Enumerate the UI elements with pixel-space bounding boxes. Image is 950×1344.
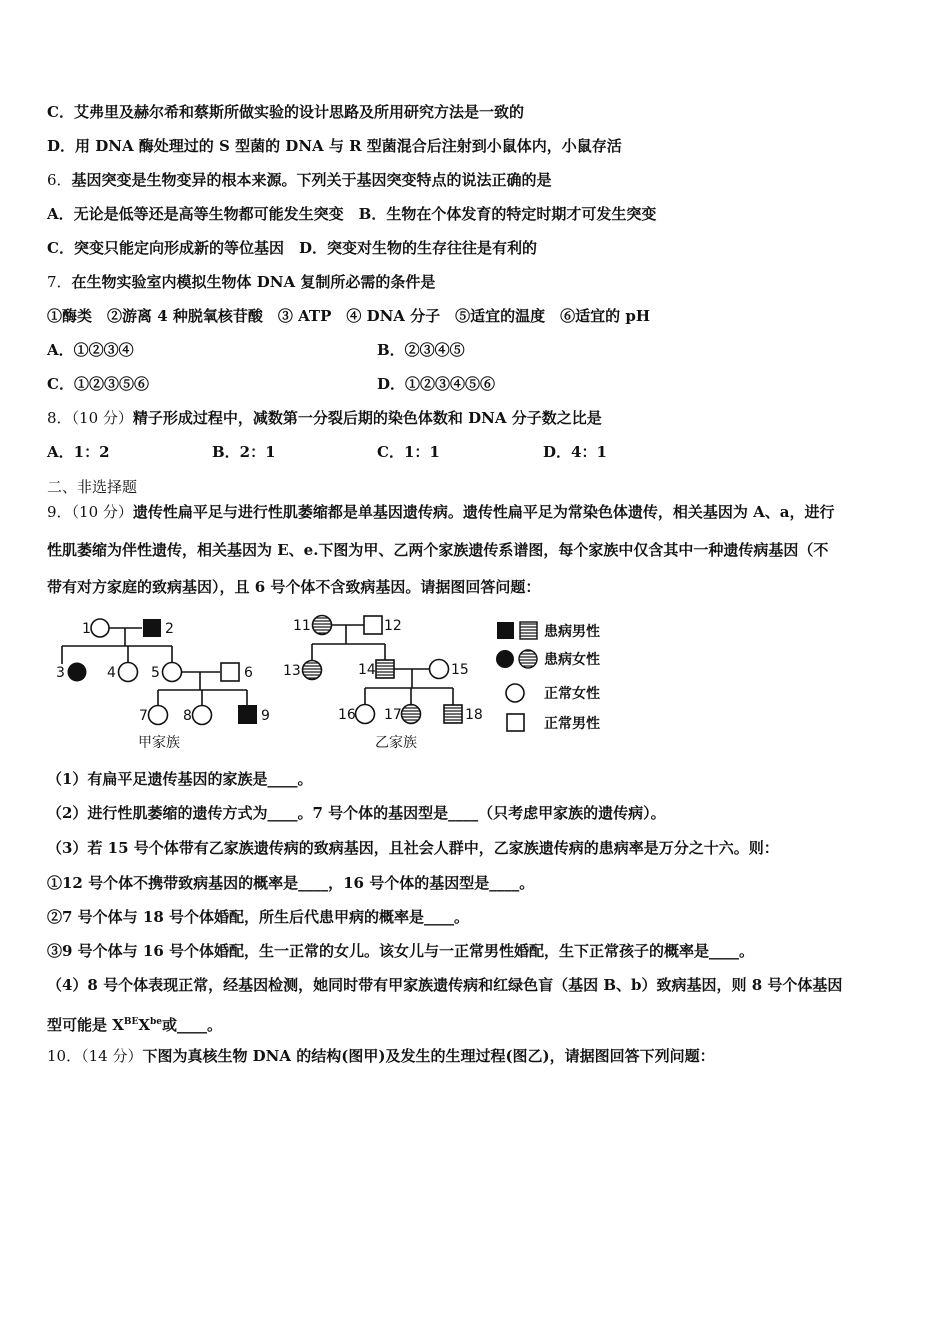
legend-affected-male-solid — [497, 622, 514, 639]
individual-18 — [444, 705, 462, 723]
q10-number: 10．（14 分） — [47, 1047, 143, 1065]
q5-option-d: D．用 DNA 酶处理过的 S 型菌的 DNA 与 R 型菌混合后注射到小鼠体内，小鼠存活 — [47, 137, 622, 155]
individual-4 — [119, 663, 138, 682]
q8-option-a: A．1：2 — [47, 443, 110, 461]
q9-part4: （4）8 号个体表现正常，经基因检测，她同时带有甲家族遗传病和红绿色盲（基因 B、b）致病基因，则 8 号个体基因 — [47, 976, 843, 994]
legend-affected-male-striped — [520, 622, 537, 639]
q10-text: 下图为真核生物 DNA 的结构(图甲)及发生的生理过程(图乙)，请据图回答下列问题： — [142, 1047, 715, 1065]
individual-16 — [356, 705, 375, 724]
individual-12 — [364, 616, 382, 634]
legend-affected-female-solid — [496, 650, 514, 668]
legend-affected-female: 患病女性 — [544, 652, 600, 668]
q8-option-b: B．2：1 — [212, 443, 276, 461]
label-18: 18 — [465, 707, 483, 723]
individual-15 — [430, 660, 449, 679]
q8-option-d: D．4：1 — [543, 443, 607, 461]
q6-text: 基因突变是生物变异的根本来源。下列关于基因突变特点的说法正确的是 — [71, 171, 552, 189]
q8-option-c: C．1：1 — [377, 443, 440, 461]
q9-part3-1: ①12 号个体不携带致病基因的概率是____，16 号个体的基因型是____。 — [47, 874, 535, 892]
individual-14 — [376, 660, 394, 678]
label-17: 17 — [384, 707, 402, 723]
q7-number: 7． — [47, 273, 72, 291]
label-6: 6 — [244, 665, 253, 681]
individual-17 — [402, 705, 421, 724]
q5-option-c: C．艾弗里及赫尔希和蔡斯所做实验的设计思路及所用研究方法是一致的 — [47, 103, 524, 121]
individual-5 — [163, 663, 182, 682]
individual-3 — [68, 663, 87, 682]
individual-9 — [238, 705, 257, 724]
q9-part4-post: 或____。 — [162, 1016, 223, 1034]
individual-11 — [313, 616, 332, 635]
q9-stem-line1 — [47, 502, 835, 522]
q6-stem — [47, 170, 552, 190]
label-12: 12 — [384, 618, 402, 634]
q9-text-1: 遗传性扁平足与进行性肌萎缩都是单基因遗传病。遗传性扁平足为常染色体遗传，相关基因为 A、a，进行 — [132, 503, 835, 521]
q7-option-b: B．②③④⑤ — [377, 341, 465, 359]
individual-13 — [303, 661, 322, 680]
q9-part4-sup2: be — [149, 1017, 163, 1027]
label-8: 8 — [183, 708, 192, 724]
label-3: 3 — [56, 665, 65, 681]
individual-8 — [193, 706, 212, 725]
q9-part3-3: ③9 号个体与 16 号个体婚配，生一正常的女儿。该女儿与一正常男性婚配，生下正常孩子的概率是____。 — [47, 942, 754, 960]
q9-stem-line2: 性肌萎缩为伴性遗传，相关基因为 E、e.下图为甲、乙两个家族遗传系谱图，每个家族中仅含其中一种遗传病基因（不 — [47, 541, 829, 559]
legend-affected-male: 患病男性 — [544, 624, 600, 640]
q9-part4-sup1: BE — [123, 1017, 139, 1027]
q6-options-cd: C．突变只能定向形成新的等位基因 D．突变对生物的生存往往是有利的 — [47, 239, 537, 257]
label-9: 9 — [261, 708, 270, 724]
individual-1 — [91, 619, 109, 637]
legend-normal-male: 正常男性 — [544, 716, 600, 732]
q9-part3-2: ②7 号个体与 18 号个体婚配，所生后代患甲病的概率是____。 — [47, 908, 469, 926]
legend-affected-female-striped — [519, 650, 537, 668]
q9-part1: （1）有扁平足遗传基因的家族是____。 — [47, 770, 313, 788]
q7-items: ①酶类 ②游离 4 种脱氧核苷酸 ③ ATP ④ DNA 分子 ⑤适宜的温度 ⑥适宜的 pH — [47, 307, 651, 325]
q9-part2: （2）进行性肌萎缩的遗传方式为____。7 号个体的基因型是____（只考虑甲家族的遗传病）。 — [47, 804, 666, 822]
q6-number: 6． — [47, 171, 72, 189]
q7-text: 在生物实验室内模拟生物体 DNA 复制所必需的条件是 — [71, 273, 436, 291]
label-15: 15 — [451, 662, 469, 678]
q7-option-a: A．①②③④ — [47, 341, 134, 359]
q8-stem — [47, 408, 602, 428]
q9-part3: （3）若 15 号个体带有乙家族遗传病的致病基因，且社会人群中，乙家族遗传病的患病率是万分之十六。则： — [47, 839, 779, 857]
q8-number: 8．（10 分） — [47, 409, 133, 427]
q9-stem-line3: 带有对方家庭的致病基因），且 6 号个体不含致病基因。请据图回答问题： — [47, 578, 541, 596]
label-7: 7 — [139, 708, 148, 724]
legend-normal-female: 正常女性 — [544, 686, 600, 702]
q7-stem — [47, 272, 435, 292]
individual-2 — [143, 619, 161, 637]
individual-7 — [149, 706, 168, 725]
pedigree-figure — [50, 608, 630, 753]
q10-stem — [47, 1046, 715, 1066]
q6-options-ab: A．无论是低等还是高等生物都可能发生突变 B．生物在个体发育的特定时期才可发生突变 — [47, 205, 657, 223]
family-b-name: 乙家族 — [375, 735, 417, 751]
q9-number: 9．（10 分） — [47, 503, 133, 521]
label-13: 13 — [283, 663, 301, 679]
q8-text: 精子形成过程中，减数第一分裂后期的染色体数和 DNA 分子数之比是 — [132, 409, 602, 427]
legend-normal-female-symbol — [506, 684, 524, 702]
q9-part4-genotype — [47, 1012, 222, 1035]
label-4: 4 — [107, 665, 116, 681]
label-2: 2 — [165, 621, 174, 637]
individual-6 — [221, 663, 239, 681]
section-2-heading: 二、非选择题 — [47, 478, 138, 496]
q7-option-d: D．①②③④⑤⑥ — [377, 375, 496, 393]
label-5: 5 — [151, 665, 160, 681]
legend-normal-male-symbol — [507, 714, 524, 731]
q7-option-c: C．①②③⑤⑥ — [47, 375, 149, 393]
q9-part4-pre: 型可能是 X — [47, 1016, 124, 1034]
family-a-name: 甲家族 — [138, 735, 180, 751]
label-1: 1 — [82, 621, 91, 637]
label-16: 16 — [338, 707, 356, 723]
label-11: 11 — [293, 618, 311, 634]
label-14: 14 — [358, 662, 376, 678]
q9-part4-mid: X — [138, 1016, 150, 1034]
